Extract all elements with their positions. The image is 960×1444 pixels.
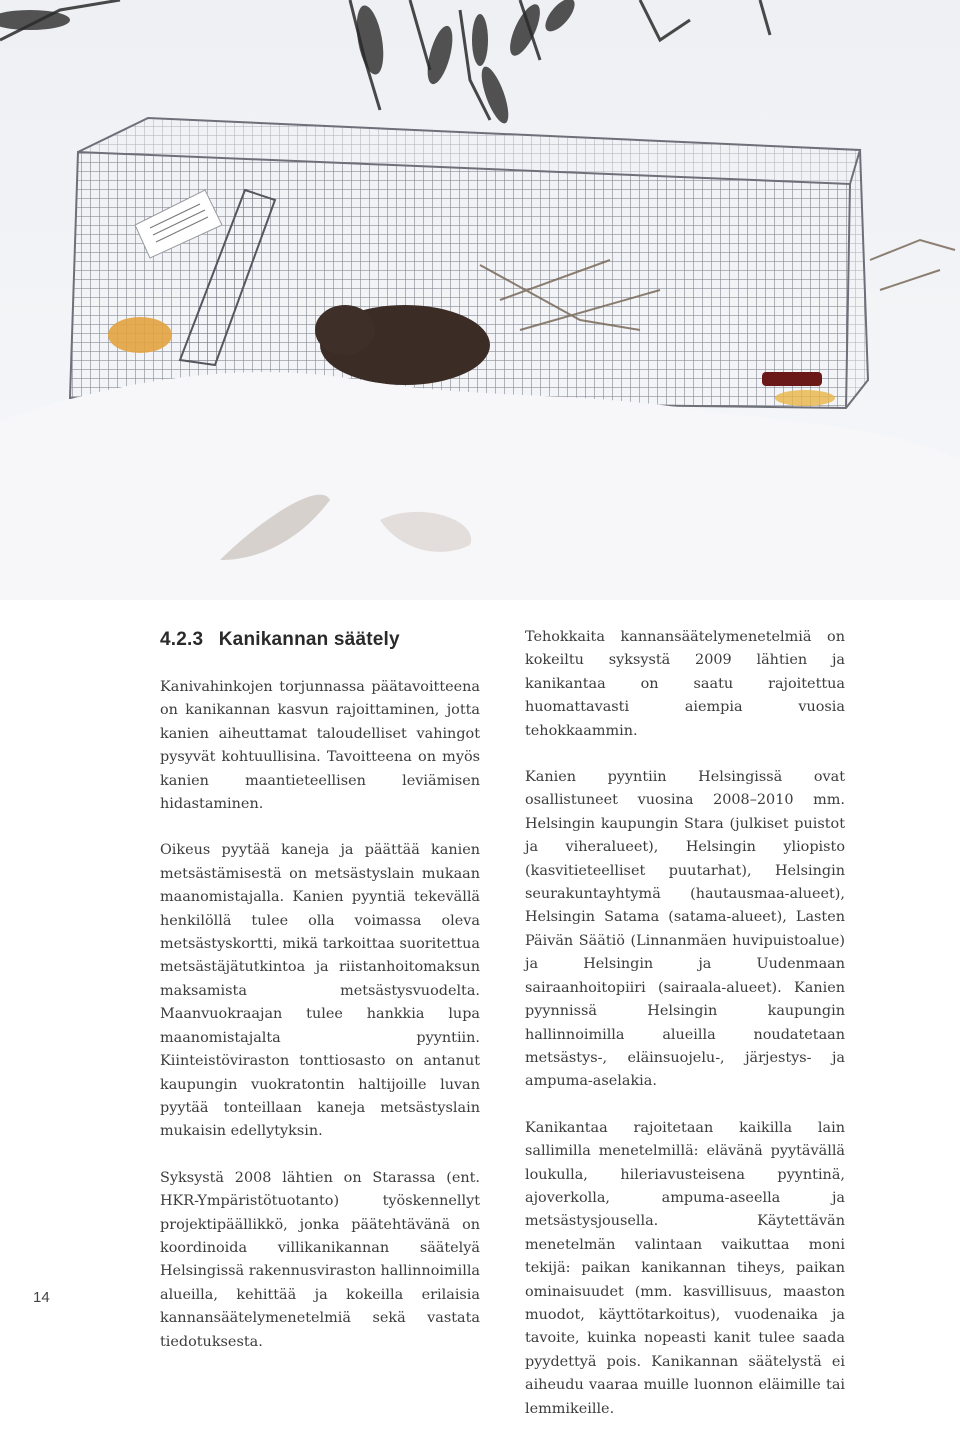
paragraph: Kanien pyyntiin Helsingissä ovat osallistuneet vuosina 2008–2010 mm. Helsingin kaupungin Stara (julkiset puistot ja viheralueet), Helsingin yliopisto (kasvitieteelliset puutarhat), Helsingin seurakuntayhtymä (hautausmaa-alueet), Helsingin Satama (satama-alueet), Lasten Päivän Säätiö (Linnanmäen huvipuistoalue) ja Helsingin ja Uudenmaan sairaanhoitopiiri (sairaala-alueet). Kanien pyynnissä Helsingin kaupungin hallinnoimilla alueilla noudatetaan metsästys-, eläinsuojelu-, järjestys- ja ampuma-aselakia. bbox=[525, 769, 845, 1090]
paragraph: Kanivahinkojen torjunnassa päätavoitteena on kanikannan kasvun rajoittaminen, jotta kanien aiheuttamat taloudelliset vahingot pysyvät kohtuullisina. Tavoitteena on myös kanien maantieteellisen leviämisen hidastaminen. bbox=[160, 679, 480, 813]
rabbit-trap-photo bbox=[0, 0, 960, 600]
section-title: Kanikannan säätely bbox=[218, 629, 400, 650]
section-number: 4.2.3 bbox=[160, 629, 204, 650]
right-column bbox=[525, 626, 845, 1444]
paragraph: Kanikantaa rajoitetaan kaikilla lain sallimilla menetelmillä: elävänä pyytävällä loukulla, hileriavusteisena pyyntinä, ajoverkolla, ampuma-aseella ja metsästysjousella. Käytettävän menetelmän valintaan vaikuttaa moni tekijä: paikan kanikannan tiheys, paikan ominaisuudet (mm. kasvillisuus, maaston muodot, käyttötarkoitus), vuodenaika ja tavoite, kuinka nopeasti kanit tulee saada pyydettyä pois. Kanikannan säätelystä ei aiheudu vaaraa muille luonnon eläimille tai lemmikeille. bbox=[525, 1119, 845, 1417]
left-column bbox=[160, 676, 480, 1377]
section-heading bbox=[160, 629, 400, 651]
paragraph: Syksystä 2008 lähtien on Starassa (ent. HKR-Ympäristötuotanto) työskennellyt projektipäällikkö, jonka päätehtävänä on koordinoida villikanikannan säätelyä Helsingissä rakennusviraston hallinnoimilla alueilla, kehittää ja kokeilla erilaisia kannansäätelymenetelmiä sekä vastata tiedotuksesta. bbox=[160, 1169, 480, 1350]
paragraph: Tehokkaita kannansäätelymenetelmiä on kokeiltu syksystä 2009 lähtien ja kanikantaa on saatu rajoitettua huomattavasti aiempia vuosia tehokkaammin. bbox=[525, 629, 845, 739]
photo-rabbit-trap-icon bbox=[0, 0, 960, 600]
page-number: 14 bbox=[33, 1289, 50, 1306]
paragraph: Oikeus pyytää kaneja ja päättää kanien metsästämisestä on metsästyslain mukaan maanomistajalla. Kanien pyyntiä tekevällä henkilöllä tulee olla voimassa oleva metsästyskortti, mikä tarkoittaa suoritettua metsästäjätutkintoa ja riistanhoitomaksun maksamista metsästysvuodelta. Maanvuokraajan tulee hankkia lupa maanomistajalta pyyntiin. Kiinteistöviraston tonttiosasto on antanut kaupungin vuokratontin haltijoille luvan pyytää tonteillaan kaneja metsästyslain mukaisin edellytyksin. bbox=[160, 842, 480, 1140]
